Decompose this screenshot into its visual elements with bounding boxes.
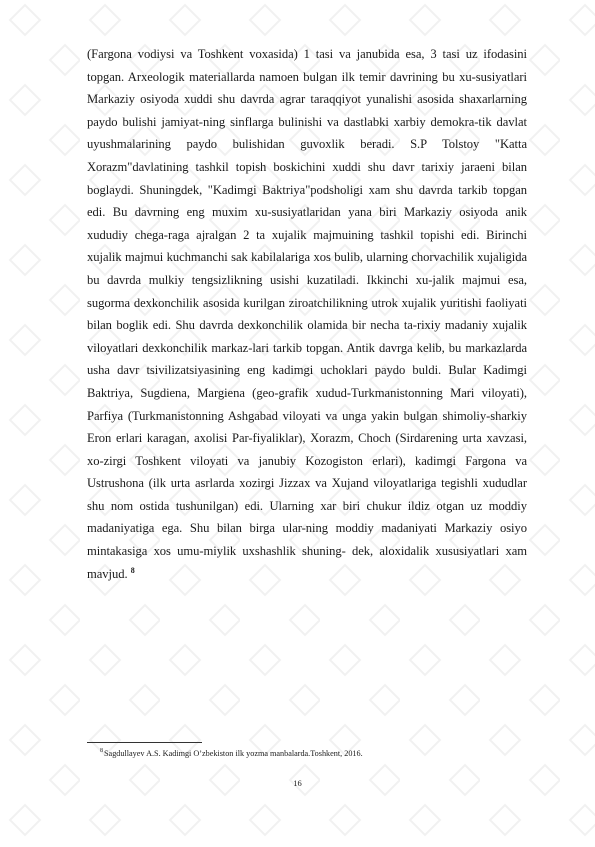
body-paragraph — [87, 43, 527, 585]
page-number: 16 — [293, 778, 302, 788]
footnote-number: 8 — [100, 748, 103, 755]
footnote-separator — [87, 742, 202, 743]
footnote — [100, 749, 363, 759]
paragraph-text: (Fargona vodiysi va Toshkent voxasida) 1 tasi va janubida esa, 3 tasi uz ifodasini topgan. Arxeologik materiallarda namoen bulgan ilk temir davrining bu xu-susiyatlari Markaziy osiyoda xuddi shu davrda agrar taraqqiyot yunalishi asosida shaxarlarning paydo bulishi jamiyat-ning sinflarga bulinishi va dastlabki xarbiy demokra-tik davlat uyushmalarining paydo bulishidan guvoxlik beradi. S.P Tolstoy "Katta Xorazm"davlatining tashkil topish boskichini xuddi shu davr tarixiy jaraeni bilan boglaydi. Shuningdek, "Kadimgi Baktriya"podsholigi xam shu davrda tarkib topgan edi. Bu davrning eng muxim xu-susiyatlaridan yana biri Markaziy osiyoda anik xududiy chega-raga ajralgan 2 ta xujalik majmuining tashkil topishi edi. Birinchi xujalik majmui kuchmanchi sak kabilalariga xos bulib, ularning chorvachilik xujaligida bu davrda mulkiy tengsizlikning usishi kuzatiladi. Ikkinchi xu-jalik majmui esa, sugorma dexkonchilik asosida kurilgan ziroatchilikning utrok xujalik yuritishi faoliyati bilan boglik edi. Shu davrda dexkonchilik olamida bir necha ta-rixiy madaniy xujalik viloyatlari dexkonchilik markaz-lari tarkib topgan. Antik davrga kelib, bu markazlarda usha davr tsivilizatsiyasining eng kadimgi uchoklari paydo buldi. Bular Kadimgi Baktriya, Sugdiena, Margiena (geo-grafik xudud-Turkmanistonning Mari viloyati), Parfiya (Turkmanistonning Ashgabad viloyati va unga yakin bulgan shimoliy-sharkiy Eron erlari karagan, axolisi Par-fiyaliklar), Xorazm, Choch (Sirdarening urta xavzasi, xo-zirgi Toshkent viloyati va janubiy Kozogiston erlari), kadimgi Fargona va Ustrushona (ilk urta asrlarda xozirgi Jizzax va Xujand viloyatlariga tegishli xududlar shu nom ostida tushunilgan) edi. Ularning xar biri chukur ildiz otgan uz moddiy madaniyatiga ega. Shu bilan birga ular-ning moddiy madaniyati Markaziy osiyo mintakasiga xos umu-miylik uxshashlik shuning- dek, aloxidalik xususiyatlari xam mavjud. — [87, 47, 527, 581]
footnote-text: Sagdullayev A.S. Kadimgi O’zbekiston ilk yozma manbalarda.Toshkent, 2016. — [104, 749, 363, 758]
body-text — [87, 43, 527, 585]
footnote-reference[interactable]: 8 — [130, 565, 135, 575]
